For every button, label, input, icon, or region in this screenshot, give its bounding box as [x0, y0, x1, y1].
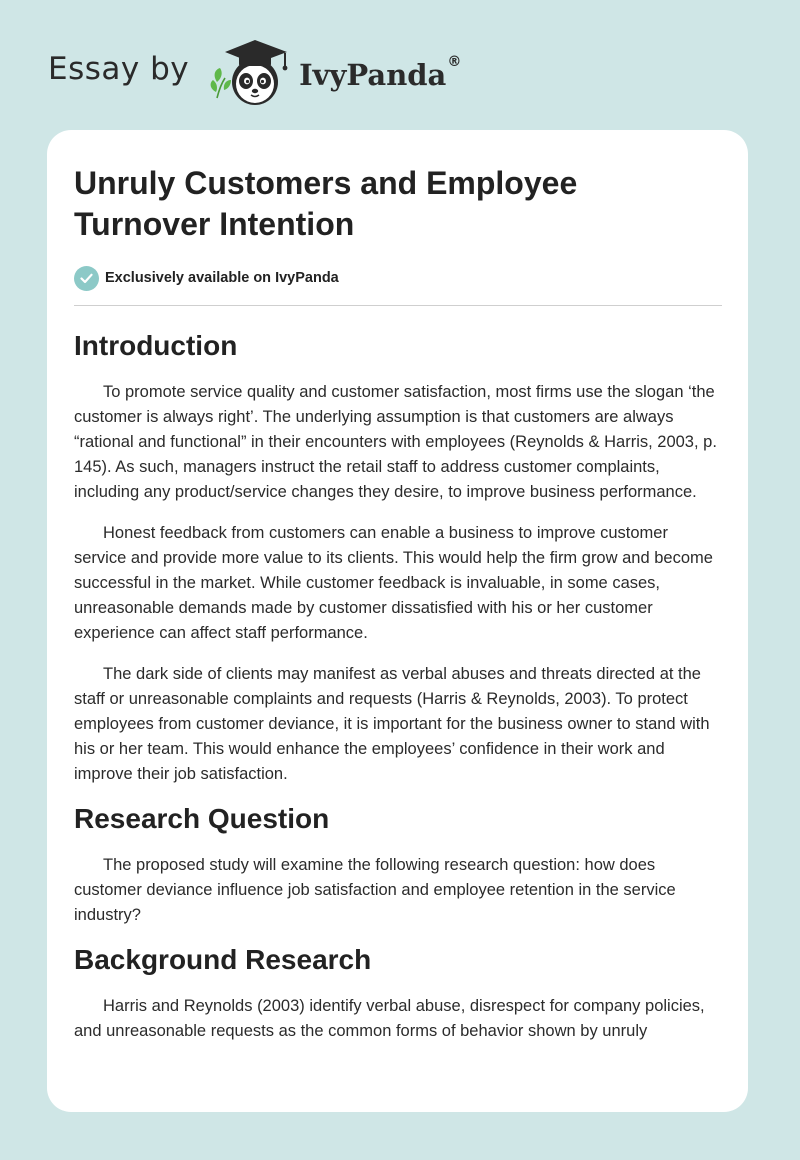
- check-circle-icon: [74, 266, 99, 291]
- panda-logo-icon[interactable]: [207, 34, 297, 110]
- section-research-question: [74, 801, 722, 928]
- essay-title: Unruly Customers and Employee Turnover Intention: [74, 165, 578, 242]
- brand-name[interactable]: [299, 54, 462, 92]
- title-divider: [74, 305, 722, 306]
- paragraph: The proposed study will examine the following research question: how does customer deviance influence job satisfaction and employee retention in the service industry?: [74, 856, 676, 924]
- section-heading-research-question: Research Question: [74, 803, 330, 834]
- section-heading-background-research: Background Research: [74, 944, 372, 975]
- section-introduction: [74, 328, 722, 787]
- registered-mark: ®: [447, 54, 462, 70]
- exclusive-label: Exclusively available on IvyPanda: [105, 270, 339, 286]
- section-heading-introduction: Introduction: [74, 330, 238, 361]
- paragraph: The dark side of clients may manifest as verbal abuses and threats directed at the staff or unreasonable complaints and requests (Harris & Reynolds, 2003). To protect employees from customer deviance, it is important for the business owner to stand with his or her team. This would enhance the employees’ confidence in their work and improve their job satisfaction.: [74, 665, 710, 783]
- paragraph: To promote service quality and customer satisfaction, most firms use the slogan ‘the customer is always right’. The underlying assumption is that customers are always “rational and functional” in their encounters with employees (Reynolds & Harris, 2003, p. 145). As such, managers instruct the retail staff to address customer complaints, including any product/service changes they desire, to improve business performance.: [74, 383, 717, 501]
- site-header: [48, 34, 461, 110]
- brand-name-text: IvyPanda: [299, 58, 447, 92]
- paragraph: Harris and Reynolds (2003) identify verbal abuse, disrespect for company policies, and unreasonable requests as the common forms of behavior shown by unruly: [74, 997, 705, 1040]
- exclusive-badge: [74, 265, 722, 291]
- essay-by-label: Essay by: [48, 51, 190, 87]
- essay-card: [47, 130, 748, 1112]
- section-background-research: [74, 942, 722, 1044]
- paragraph: Honest feedback from customers can enable a business to improve customer service and provide more value to its clients. This would help the firm grow and become successful in the market. While customer feedback is invaluable, in some cases, unreasonable demands made by customer dissatisfied with his or her customer experience can affect staff performance.: [74, 524, 713, 642]
